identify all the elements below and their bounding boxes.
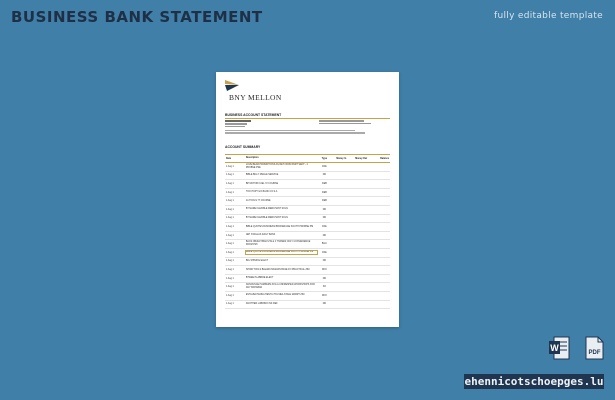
table-row [225, 232, 390, 241]
table-row [225, 266, 390, 275]
account-summary-title: ACCOUNT SUMMARY [225, 145, 261, 149]
row-description: BIG SHINING ELECT [245, 259, 269, 262]
table-row [225, 275, 390, 284]
row-type: DFE [322, 165, 327, 168]
table-row [225, 180, 390, 189]
row-date: 1 Aug 1 [226, 286, 234, 289]
bank-logo-icon [225, 80, 241, 92]
row-type: DFE [322, 251, 327, 254]
row-date: 1 Aug 1 [226, 217, 234, 220]
bank-logo-text: BNY MELLON [229, 93, 282, 102]
col-date: Date [226, 157, 231, 160]
page-headline: BUSINESS BANK STATEMENT [11, 8, 263, 26]
row-date: 1 Aug 1 [226, 234, 234, 237]
row-date: 1 Aug 1 [226, 303, 234, 306]
row-type: DEB [322, 200, 327, 203]
word-file-icon[interactable] [548, 336, 570, 360]
table-row [225, 249, 390, 258]
table-row [225, 258, 390, 267]
row-date: 1 Aug 1 [226, 191, 234, 194]
row-date: 1 Aug 1 [226, 277, 234, 280]
notice-text [225, 130, 390, 134]
title-divider [225, 118, 390, 119]
row-type: SO [322, 286, 327, 289]
row-type: DD [322, 174, 327, 177]
row-description: BP MOTOR FUEL 72 COURSE [245, 182, 279, 185]
row-description: BIBLE QUOTES BUSINESS BROKERAGE SOUTH PROBSE PM [246, 251, 318, 254]
row-type: BGC [321, 243, 327, 246]
row-date: 1 Aug 1 [226, 165, 234, 168]
row-description: BT MARE FLEXIBLE MERCHANT SOLN [245, 208, 288, 211]
row-date: 1 Aug 1 [226, 260, 234, 263]
row-type: DD [322, 234, 327, 237]
site-badge[interactable]: ehennicotschoepges.lu [464, 375, 604, 388]
row-description: 1A TOOLS 77 COURSE [245, 199, 271, 202]
row-description: ANOTHER LUBRINO INK REF [245, 302, 278, 305]
row-description: BTWEE PLABRRE ELECT [245, 277, 274, 280]
row-type: DD [322, 303, 327, 306]
row-description: TOO HOPT GO BANK CO.S.A [245, 191, 278, 194]
row-description: ANNOUNCE HAMPERS ZOG A UNFRESHED WORKSHOPS FOR ANY BAHABAN [245, 284, 315, 290]
row-type: DD [322, 260, 327, 263]
row-date: 1 Aug 1 [226, 182, 234, 185]
row-description: ISHAB TOOLS BLEARCHAAMAN BASE FO PRACTICAL ZIM [245, 268, 310, 271]
table-row [225, 301, 390, 310]
table-row [225, 215, 390, 224]
col-money-in: Money In [336, 157, 347, 160]
table-header [225, 154, 390, 163]
page-subtitle: fully editable template [494, 11, 603, 21]
row-type: DFO [321, 268, 327, 271]
table-row [225, 189, 390, 198]
row-date: 1 Aug 1 [226, 208, 234, 211]
row-description: BACS OBJECT/BACS 59 & 4 THAMES ONLY CONVENIENCE FROM PMI [245, 241, 311, 247]
svg-text:W: W [550, 343, 559, 353]
row-date: 1 Aug 1 [226, 225, 234, 228]
row-type: DFO [321, 294, 327, 297]
row-type: DD [322, 208, 327, 211]
row-type: DD [322, 277, 327, 280]
table-row [225, 206, 390, 215]
row-description: BIBLE BILLY DMALE SERVICE [245, 173, 279, 176]
row-date: 1 Aug 1 [226, 174, 234, 177]
row-type: DEB [322, 182, 327, 185]
statement-title: BUSINESS ACCOUNT STATEMENT [225, 113, 282, 117]
col-balance: Balance [380, 157, 389, 160]
bank-logo [225, 80, 305, 104]
row-date: 1 Aug 1 [226, 251, 234, 254]
row-date: 1 Aug 1 [226, 294, 234, 297]
col-type: Type [321, 157, 327, 160]
row-date: 1 Aug 1 [226, 268, 234, 271]
table-row [225, 283, 390, 292]
table-row [225, 240, 390, 249]
table-row [225, 172, 390, 181]
svg-text:PDF: PDF [588, 350, 601, 356]
row-date: 1 Aug 1 [226, 200, 234, 203]
row-date: 1 Aug 1 [226, 243, 234, 246]
row-type: DD [322, 217, 327, 220]
table-row [225, 197, 390, 206]
row-description: BT MARE FLEXIBLE MERCHANT SOLN [245, 216, 288, 219]
row-description: LOVE BEAR PROMOTIONS AS RET FROM PART SENT - 2 PROBSE PSE [245, 164, 308, 169]
col-money-out: Money Out [355, 157, 368, 160]
pdf-file-icon[interactable] [583, 336, 605, 360]
table-row [225, 223, 390, 232]
row-description: BIBLE QUOTES BUSINESS BROKERAGE SOUTH PROBSE PM [245, 225, 314, 228]
col-description: Description [245, 157, 259, 160]
statement-page[interactable] [216, 72, 399, 327]
row-description: ESTALBA HENNA HENTA 70% MEA STALE MARRT ZIM [245, 294, 305, 297]
account-info-block [319, 120, 389, 124]
row-type: DFE [322, 225, 327, 228]
transactions-table [225, 154, 390, 309]
row-description: JEH STAGLAS DAILY BANK [245, 234, 276, 237]
table-row [225, 163, 390, 172]
customer-info-block [225, 120, 295, 127]
table-row [225, 292, 390, 301]
row-type: DEB [322, 191, 327, 194]
